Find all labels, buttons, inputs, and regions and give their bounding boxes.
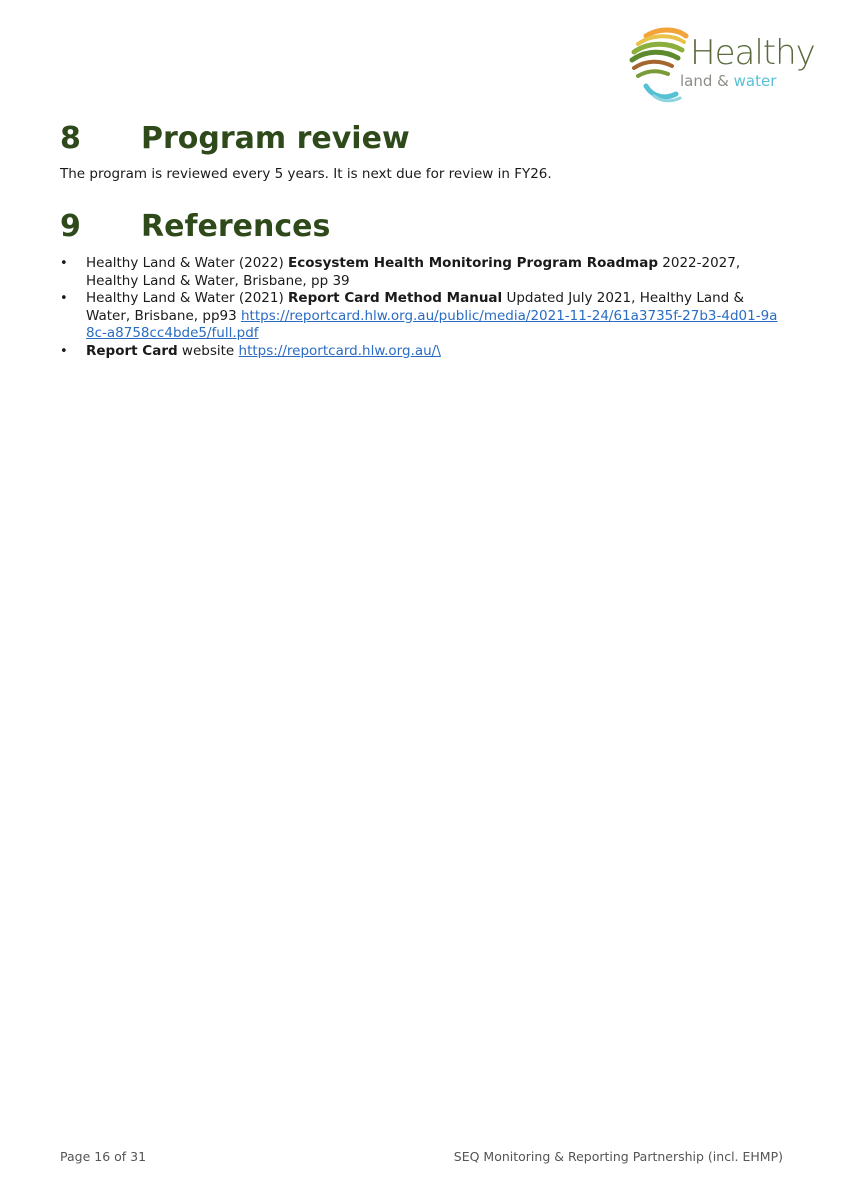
healthy-land-water-logo [628,26,815,106]
reference-title: Report Card Method Manual [288,290,503,306]
logo-word-water: water [733,72,777,90]
reference-link[interactable]: https://reportcard.hlw.org.au/\ [238,342,441,359]
footer-page-number: Page 16 of 31 [60,1149,147,1164]
logo-word-healthy: Healthy [690,33,815,73]
footer-document-title: SEQ Monitoring & Reporting Partnership (incl. EHMP) [453,1149,783,1164]
brushstroke-logo-icon [628,26,698,106]
section-title: References [141,209,331,244]
reference-item [60,290,785,343]
reference-item [60,343,785,361]
logo-word-land: land & [680,72,734,90]
reference-title: Ecosystem Health Monitoring Program Roadmap [288,255,658,271]
section-number: 9 [60,209,81,244]
logo-word-land-water [680,74,776,89]
program-review-text: The program is reviewed every 5 years. It is next due for review in FY26. [60,166,552,182]
section-heading-references [60,209,331,244]
reference-text: Updated July 2021, Healthy Land & Water, Brisbane, pp93 [86,290,745,324]
references-list [60,255,785,360]
section-number: 8 [60,121,81,156]
reference-text: Healthy Land & Water (2021) [86,290,289,306]
reference-text: Healthy Land & Water (2022) [86,255,289,271]
reference-text: 2022-2027, Healthy Land & Water, Brisbane, pp 39 [86,255,741,289]
reference-title: Report Card [86,342,178,359]
reference-text: website [177,342,239,359]
reference-link[interactable]: https://reportcard.hlw.org.au/public/media/2021-11-24/61a3735f-27b3-4d01-9a8c-a8758cc4bde5/full.pdf [86,307,778,341]
section-heading-program-review [60,121,410,156]
reference-item [60,255,785,290]
section-title: Program review [141,121,410,156]
